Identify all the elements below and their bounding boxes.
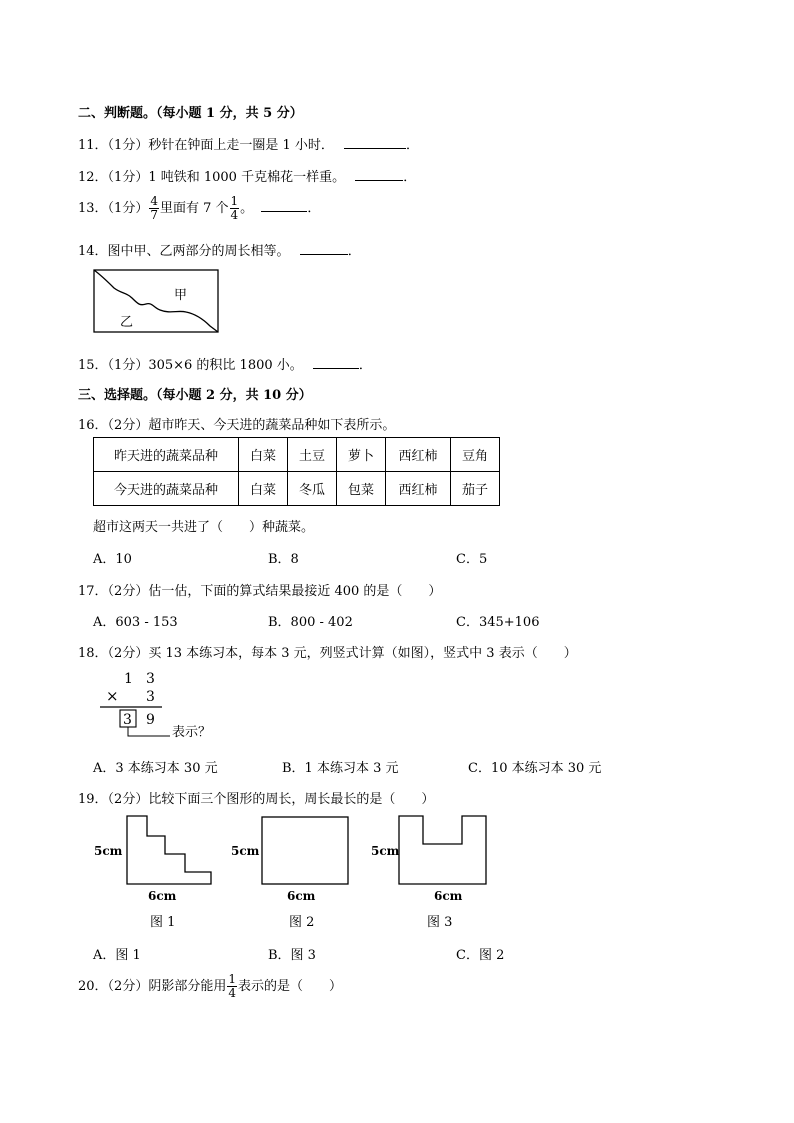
table-cell: 西红柿 [386,438,451,472]
fraction-1-4-q20: $\frac{1}{4}$ [228,972,236,1000]
question-12-text: 12．（1分）1 吨铁和 1000 千克棉花一样重。 [78,170,346,185]
fig3-height-label: 5cm [371,844,400,858]
option-16-a[interactable]: A．10 [93,552,132,567]
answer-blank-15[interactable] [313,356,359,369]
question-13-mid: 里面有 7 个 [159,201,229,216]
multiplier-digit: 3 [146,689,155,705]
q15-end: ． [358,358,372,373]
table-cell: 茄子 [451,472,500,506]
option-18-b[interactable]: B．1 本练习本 3 元 [282,761,399,776]
fig3-caption: 图 3 [427,915,453,930]
times-sign: × [106,687,119,705]
fig1-height-label: 5cm [94,844,123,858]
table-cell: 西红柿 [386,472,451,506]
option-18-c[interactable]: C．10 本练习本 30 元 [468,761,602,776]
question-17-text: 17．（2分）估一估，下面的算式结果最接近 400 的是（ ） [78,584,442,599]
option-19-a[interactable]: A．图 1 [93,948,141,963]
note-what: 表示？ [172,725,212,740]
q14-end: ． [347,244,361,259]
table-cell: 白菜 [239,472,288,506]
question-16-text: 16．（2分）超市昨天、今天进的蔬菜品种如下表所示。 [78,418,396,433]
fraction-4-7: $\frac{4}{7}$ [150,194,158,222]
table-cell: 冬瓜 [288,472,337,506]
section2-title: 二、判断题。（每小题 1 分，共 5 分） [78,106,303,121]
question-13 [78,194,320,224]
question-11-text: 11．（1分）秒针在钟面上走一圈是 1 小时． [78,138,334,153]
option-17-c[interactable]: C．345+106 [456,615,540,630]
digit-3: 3 [146,671,155,687]
q14-shape-figure [92,268,222,336]
vegetable-table [93,437,500,506]
option-16-c[interactable]: C．5 [456,552,488,567]
label-jia: 甲 [174,288,188,303]
question-18-text: 18．（2分）买 13 本练习本，每本 3 元，列竖式计算（如图），竖式中 3 表示（ ） [78,646,577,661]
question-12 [78,166,416,185]
question-20-prefix: 20．（2分）阴影部分能用 [78,979,227,994]
question-14 [78,240,361,259]
q12-end: ． [403,170,417,185]
fig3-width-label: 6cm [434,889,463,903]
table-cell: 豆角 [451,438,500,472]
table-row [94,472,500,506]
digit-1: 1 [124,671,133,687]
question-19-text: 19．（2分）比较下面三个图形的周长，周长最长的是（ ） [78,792,435,807]
fig2-height-label: 5cm [231,844,260,858]
fig1-caption: 图 1 [150,915,176,930]
option-19-b[interactable]: B．图 3 [268,948,316,963]
answer-blank-14[interactable] [300,242,348,255]
q13-end2: ． [307,201,321,216]
option-16-b[interactable]: B．8 [268,552,299,567]
fig2-caption: 图 2 [289,915,315,930]
digit-9: 9 [146,712,155,728]
answer-blank-12[interactable] [355,168,403,181]
question-13-prefix: 13．（1分） [78,201,149,216]
table-row [94,438,500,472]
option-19-c[interactable]: C．图 2 [456,948,505,963]
table-cell: 萝卜 [337,438,386,472]
question-16-question: 超市这两天一共进了（ ）种蔬菜。 [93,520,315,535]
fig2-width-label: 6cm [287,889,316,903]
table-cell: 今天进的蔬菜品种 [94,472,239,506]
label-yi: 乙 [120,315,134,330]
boxed-digit-3: 3 [123,712,132,728]
question-20 [78,972,342,1002]
q18-vertical-multiplication [94,668,234,744]
option-17-a[interactable]: A．603 - 153 [93,615,178,630]
fraction-1-4: $\frac{1}{4}$ [230,194,239,222]
question-11 [78,134,419,153]
answer-blank-11[interactable] [344,136,406,149]
table-cell: 昨天进的蔬菜品种 [94,438,239,472]
question-15 [78,354,372,373]
table-cell: 包菜 [337,472,386,506]
q19-figures [92,812,492,930]
fig1-width-label: 6cm [148,889,177,903]
q11-end: ． [406,138,420,153]
q13-end: 。 [240,201,254,216]
table-cell: 土豆 [288,438,337,472]
option-18-a[interactable]: A．3 本练习本 30 元 [93,761,218,776]
question-14-text: 14．图中甲、乙两部分的周长相等。 [78,244,290,259]
table-cell: 白菜 [239,438,288,472]
answer-blank-13[interactable] [261,199,307,212]
question-20-suffix: 表示的是（ ） [237,979,342,994]
section3-title: 三、选择题。（每小题 2 分，共 10 分） [78,388,312,403]
question-15-text: 15．（1分）305×6 的积比 1800 小。 [78,358,303,373]
option-17-b[interactable]: B．800 - 402 [268,615,353,630]
